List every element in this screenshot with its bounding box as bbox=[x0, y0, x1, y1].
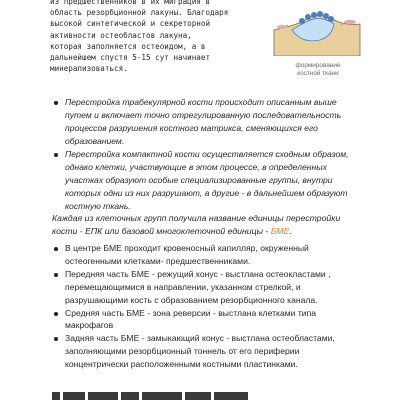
bmu-paragraph bbox=[52, 212, 364, 238]
text-line: дальнейшем спустя 5-15 сут начинает bbox=[50, 53, 211, 63]
illustration-caption bbox=[276, 62, 360, 78]
intro-paragraph bbox=[50, 0, 255, 74]
paragraph-text: Каждая из клеточных групп получила название единицы перестройки кости - ЕПК или базовой многоклеточной единицы - bbox=[52, 213, 341, 236]
list-item: Средняя часть БМЕ - зона реверсии - выстлана клетками типа макрофагов bbox=[52, 307, 364, 333]
bmu-highlight: БМЕ bbox=[270, 226, 290, 236]
text-line: область резорбционной лакуны. Благодаря bbox=[50, 8, 229, 18]
remodeling-list bbox=[52, 96, 362, 213]
text-line: активности остеобластов лакуна, bbox=[50, 30, 192, 40]
list-item: Передняя часть БМЕ - режущий конус - выстлана остеокластами , перемещающимися в направлении, указанном стрелкой, и разрушающими кость с образованием резорбционного канала. bbox=[52, 268, 364, 307]
list-item: В центре БМЕ проходит кровеносный капилляр, окруженный остеогенными клетками- предшественниками. bbox=[52, 242, 364, 268]
caption-line: формирование bbox=[295, 62, 341, 69]
caption-line: костной ткани bbox=[297, 70, 339, 77]
text-line: высокой синтетической и секреторной bbox=[50, 19, 211, 29]
bmu-parts-list bbox=[52, 242, 364, 371]
list-item: Задняя часть БМЕ - замыкающий конус - выстлана остеобластами, заполняющими резорбционный тоннель от его периферии концентрически расположенными костными пластинками. bbox=[52, 332, 364, 371]
paragraph-end: . bbox=[289, 226, 292, 236]
text-line: из предшественников в их миграция в bbox=[50, 0, 211, 6]
list-item: Перестройка трабекулярной кости происходит описанным выше путем и включает точно отрегулированную последовательность процессов разрушения костного матрикса, сменяющихся его образованием. bbox=[52, 96, 362, 148]
text-line: которая заполняется остеоидом, а в bbox=[50, 41, 206, 51]
bone-formation-illustration bbox=[272, 0, 362, 56]
cut-off-next-line bbox=[52, 392, 352, 400]
text-line: минерализоваться. bbox=[50, 64, 128, 74]
list-item: Перестройка компактной кости осуществляется сходным образом, однако клетки, участвующие в этом процессе, в определенных участках образуют особые специализированные группы, внутри которых одни из них разрушают, а другие - в дальнейшем образуют костную ткань. bbox=[52, 148, 362, 213]
